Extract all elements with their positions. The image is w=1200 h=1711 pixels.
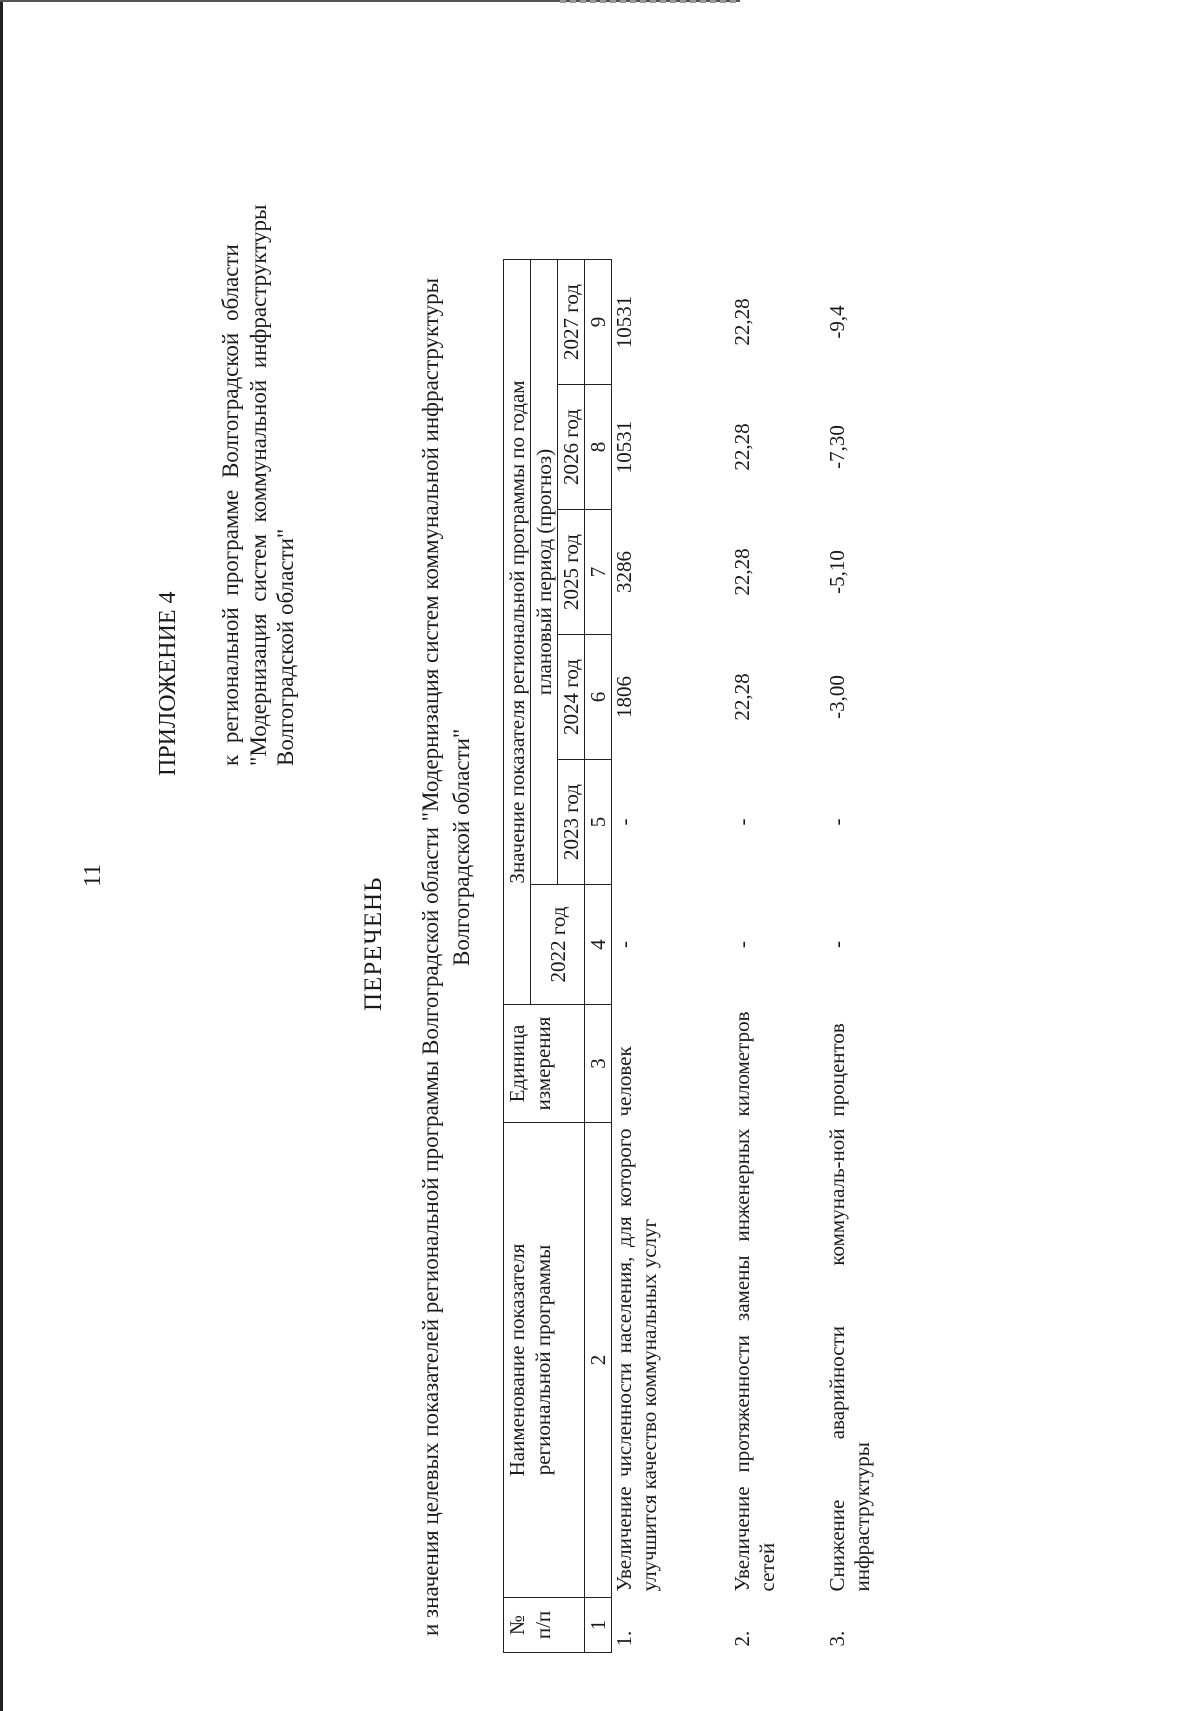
header-name-line-2: региональной программы bbox=[531, 1244, 555, 1476]
page-number: 11 bbox=[80, 863, 106, 887]
table-row bbox=[730, 260, 825, 1653]
header-unit-line-2: измерения bbox=[531, 1016, 555, 1111]
appendix-line-3: Волгоградской области" bbox=[273, 528, 298, 766]
value-2023: - bbox=[612, 818, 636, 826]
indicator-name: Снижение аварийности коммуналь-ной инфраструктуры bbox=[824, 1128, 874, 1592]
header-num-line-1: № bbox=[505, 1614, 529, 1636]
header-year-2025: 2025 год bbox=[558, 510, 585, 635]
document-title: ПЕРЕЧЕНЬ bbox=[360, 876, 387, 1011]
header-year-2024: 2024 год bbox=[558, 635, 585, 760]
row-number: 1. bbox=[612, 1630, 636, 1647]
table-row bbox=[612, 260, 730, 1653]
value-2025: -5,10 bbox=[824, 550, 849, 594]
column-number: 8 bbox=[585, 385, 612, 510]
header-year-2023: 2023 год bbox=[558, 760, 585, 885]
column-number: 5 bbox=[585, 760, 612, 885]
indicator-name: Увеличение протяженности замены инженерных сетей bbox=[729, 1128, 779, 1592]
column-number: 3 bbox=[585, 1005, 612, 1123]
header-values-group: Значение показателя региональной программы по годам bbox=[504, 260, 531, 1005]
document-subtitle-line-1: и значения целевых показателей региональной программы Волгоградской области "Модернизация систем коммунальной инфраструктуры bbox=[418, 277, 443, 1636]
row-number: 2. bbox=[729, 1630, 754, 1647]
value-2026: 22,28 bbox=[729, 423, 754, 471]
column-number: 4 bbox=[585, 885, 612, 1005]
indicator-unit: километров bbox=[729, 1011, 754, 1117]
appendix-line-2: "Модернизация систем коммунальной инфраструктуры bbox=[246, 204, 271, 766]
value-2025: 3286 bbox=[612, 551, 636, 593]
header-name bbox=[504, 1123, 585, 1598]
header-num bbox=[504, 1598, 585, 1653]
column-number: 2 bbox=[585, 1123, 612, 1598]
column-number: 7 bbox=[585, 510, 612, 635]
value-2027: 22,28 bbox=[729, 298, 754, 346]
value-2026: -7,30 bbox=[824, 425, 849, 469]
header-planning-period: плановый период (прогноз) bbox=[531, 260, 558, 885]
value-2022: - bbox=[729, 941, 754, 948]
value-2027: -9,4 bbox=[824, 305, 849, 339]
indicator-unit: человек bbox=[612, 1046, 636, 1117]
column-number: 9 bbox=[585, 260, 612, 385]
value-2024: -3,00 bbox=[824, 675, 849, 719]
value-2022: - bbox=[612, 941, 636, 948]
value-2024: 22,28 bbox=[729, 673, 754, 721]
value-2026: 10531 bbox=[612, 420, 636, 474]
value-2023: - bbox=[729, 818, 754, 826]
header-name-line-1: Наименование показателя bbox=[505, 1243, 529, 1477]
appendix-line-1: к региональной программе Волгоградской области bbox=[218, 244, 243, 766]
indicator-name: Увеличение численности населения, для которого улучшится качество коммунальных услуг bbox=[612, 1128, 661, 1592]
table-row bbox=[825, 260, 905, 1653]
header-year-2026: 2026 год bbox=[558, 385, 585, 510]
header-year-2027: 2027 год bbox=[558, 260, 585, 385]
header-num-line-2: п/п bbox=[531, 1610, 555, 1640]
value-2025: 22,28 bbox=[729, 548, 754, 596]
value-2023: - bbox=[824, 818, 849, 826]
appendix-title: ПРИЛОЖЕНИЕ 4 bbox=[155, 591, 181, 776]
column-number: 6 bbox=[585, 635, 612, 760]
column-number: 1 bbox=[585, 1598, 612, 1653]
row-number: 3. bbox=[824, 1630, 849, 1647]
document-subtitle-line-2: Волгоградской области" bbox=[449, 728, 474, 966]
header-unit bbox=[504, 1005, 585, 1123]
value-2027: 10531 bbox=[612, 295, 636, 349]
indicators-table bbox=[503, 259, 905, 1653]
value-2022: - bbox=[824, 941, 849, 948]
indicator-unit: процентов bbox=[824, 1023, 849, 1117]
header-unit-line-1: Единица bbox=[505, 1024, 529, 1103]
header-year-2022: 2022 год bbox=[531, 885, 585, 1005]
value-2024: 1806 bbox=[612, 676, 636, 718]
